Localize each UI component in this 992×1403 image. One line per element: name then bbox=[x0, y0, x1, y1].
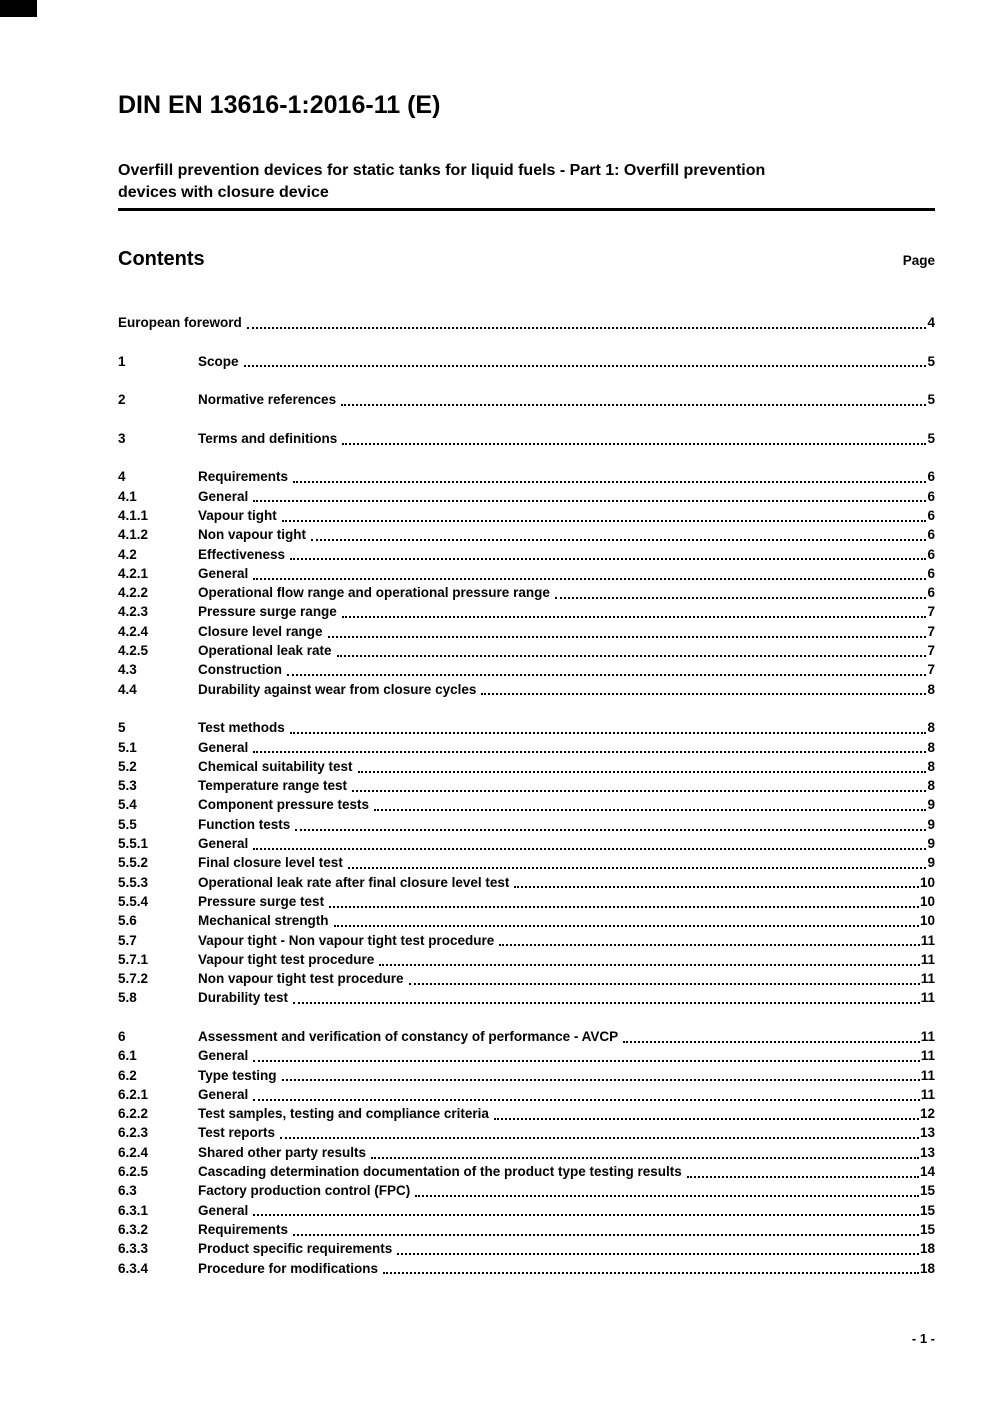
toc-group bbox=[118, 352, 935, 371]
toc-entry bbox=[118, 911, 935, 930]
toc-entry-number: 5.7.2 bbox=[118, 971, 149, 987]
dot-leader bbox=[352, 776, 926, 792]
toc-entry bbox=[118, 602, 935, 621]
toc-entry-title: Operational leak rate after final closure level test bbox=[198, 874, 510, 890]
toc-entry-page: 9 bbox=[927, 855, 935, 871]
toc-entry-title: Test samples, testing and compliance criteria bbox=[198, 1106, 489, 1122]
toc-entry-page: 5 bbox=[927, 392, 935, 408]
toc-entry-page: 4 bbox=[927, 315, 935, 330]
toc-entry-title: Product specific requirements bbox=[198, 1241, 393, 1257]
toc-entry-page: 11 bbox=[920, 1067, 935, 1083]
toc-entry bbox=[118, 467, 935, 486]
toc-entry-number: 5.6 bbox=[118, 913, 137, 929]
dot-leader bbox=[293, 988, 920, 1004]
toc-entry-number: 4.2.5 bbox=[118, 643, 149, 659]
dot-leader bbox=[623, 1027, 920, 1043]
document-title-line-2: devices with closure device bbox=[118, 183, 329, 201]
toc-entry-number: 6.2.2 bbox=[118, 1106, 149, 1122]
toc-entry-page: 6 bbox=[927, 565, 935, 581]
toc-entry bbox=[118, 776, 935, 795]
toc-entry-title: Mechanical strength bbox=[198, 913, 329, 929]
toc-entry-title: Requirements bbox=[198, 469, 289, 485]
toc-entry-page: 8 bbox=[927, 681, 935, 697]
dot-leader bbox=[247, 313, 927, 329]
toc-entry bbox=[118, 1143, 935, 1162]
toc-entry-title: Normative references bbox=[198, 392, 337, 408]
toc-group bbox=[118, 390, 935, 409]
toc-entry-number: 6.3.3 bbox=[118, 1241, 149, 1257]
document-title-line-1: Overfill prevention devices for static tanks for liquid fuels - Part 1: Overfill prevention bbox=[118, 162, 766, 179]
toc-entry-page: 6 bbox=[927, 488, 935, 504]
toc-group bbox=[118, 467, 935, 699]
dot-leader bbox=[342, 429, 926, 445]
toc-entry-page: 14 bbox=[919, 1164, 935, 1180]
dot-leader bbox=[253, 834, 926, 850]
toc-entry bbox=[118, 545, 935, 564]
toc-entry bbox=[118, 834, 935, 853]
toc-entry bbox=[118, 1066, 935, 1085]
toc-entry-page: 5 bbox=[927, 353, 935, 369]
toc-entry-number: 6.2.1 bbox=[118, 1086, 149, 1102]
toc-entry-page: 6 bbox=[927, 469, 935, 485]
toc-entry bbox=[118, 988, 935, 1007]
toc-entry bbox=[118, 1027, 935, 1046]
toc-entry bbox=[118, 815, 935, 834]
toc-entry-number: 5.7.1 bbox=[118, 951, 149, 967]
dot-leader bbox=[687, 1162, 919, 1178]
toc-entry bbox=[118, 564, 935, 583]
toc-entry-title: General bbox=[198, 1202, 249, 1218]
toc-entry-number: 4.1 bbox=[118, 488, 137, 504]
dot-leader bbox=[379, 950, 919, 966]
toc-entry bbox=[118, 1104, 935, 1123]
dot-leader bbox=[342, 602, 927, 618]
dot-leader bbox=[499, 931, 919, 947]
toc-entry-title: General bbox=[198, 488, 249, 504]
toc-entry-title: Temperature range test bbox=[198, 778, 348, 794]
toc-entry bbox=[118, 313, 935, 332]
toc-entry-page: 11 bbox=[920, 1086, 935, 1102]
toc-entry-number: 5.7 bbox=[118, 932, 137, 948]
toc-group bbox=[118, 429, 935, 448]
toc-entry bbox=[118, 1220, 935, 1239]
toc-entry-title: Assessment and verification of constancy of performance - AVCP bbox=[198, 1028, 619, 1044]
toc-entry-number: 1 bbox=[118, 353, 126, 369]
toc-entry bbox=[118, 429, 935, 448]
toc-group bbox=[118, 1027, 935, 1278]
dot-leader bbox=[371, 1143, 919, 1159]
dot-leader bbox=[253, 1201, 919, 1217]
toc-entry-title: Procedure for modifications bbox=[198, 1260, 379, 1276]
toc-entry bbox=[118, 641, 935, 660]
dot-leader bbox=[287, 660, 926, 676]
toc-entry-number: 4.2 bbox=[118, 546, 137, 562]
dot-leader bbox=[253, 564, 926, 580]
toc-entry-number: 6.2.5 bbox=[118, 1164, 149, 1180]
toc-entry-title: General bbox=[198, 739, 249, 755]
toc-entry-page: 11 bbox=[920, 1028, 935, 1044]
dot-leader bbox=[244, 352, 927, 368]
toc-entry-number: 5.3 bbox=[118, 778, 137, 794]
toc-entry-title: Operational flow range and operational pressure range bbox=[198, 585, 550, 601]
document-code: DIN EN 13616-1:2016-11 (E) bbox=[118, 91, 441, 119]
toc-entry-title: Pressure surge test bbox=[198, 893, 325, 909]
toc-entry-number: 6.3.1 bbox=[118, 1202, 149, 1218]
toc-entry bbox=[118, 931, 935, 950]
toc-entry-number: 6.3 bbox=[118, 1183, 137, 1199]
page-number: - 1 - bbox=[911, 1331, 935, 1346]
dot-leader bbox=[415, 1181, 919, 1197]
toc-entry-number: 6.3.2 bbox=[118, 1221, 149, 1237]
toc-entry-number: 6.1 bbox=[118, 1048, 137, 1064]
toc-entry bbox=[118, 1259, 935, 1278]
toc-entry-page: 9 bbox=[927, 816, 935, 832]
dot-leader bbox=[481, 680, 926, 696]
toc-entry-number: 4 bbox=[118, 469, 126, 485]
toc-entry-title: Scope bbox=[198, 353, 239, 369]
toc-entry bbox=[118, 660, 935, 679]
toc-entry-page: 9 bbox=[927, 797, 935, 813]
dot-leader bbox=[253, 1085, 919, 1101]
dot-leader bbox=[280, 1123, 919, 1139]
toc-entry-page: 5 bbox=[927, 430, 935, 446]
toc-entry-page: 10 bbox=[919, 874, 935, 890]
toc-entry bbox=[118, 525, 935, 544]
toc-entry-title: European foreword bbox=[118, 315, 242, 330]
toc-entry-page: 8 bbox=[927, 778, 935, 794]
toc-entry bbox=[118, 1201, 935, 1220]
toc-entry-page: 15 bbox=[919, 1183, 935, 1199]
page-footer bbox=[912, 1331, 935, 1346]
toc-entry-number: 4.2.4 bbox=[118, 623, 149, 639]
contents-heading: Contents bbox=[118, 248, 205, 270]
dot-leader bbox=[555, 583, 927, 599]
toc-entry-title: Vapour tight - Non vapour tight test procedure bbox=[198, 932, 495, 948]
toc-entry-title: Durability test bbox=[198, 990, 289, 1006]
toc-entry bbox=[118, 506, 935, 525]
dot-leader bbox=[409, 969, 920, 985]
toc-entry-number: 4.3 bbox=[118, 662, 137, 678]
dot-leader bbox=[329, 892, 919, 908]
toc-entry bbox=[118, 1046, 935, 1065]
toc-group bbox=[118, 718, 935, 1007]
toc-entry-page: 7 bbox=[927, 662, 935, 678]
toc-entry-title: Effectiveness bbox=[198, 546, 286, 562]
toc-entry-title: Closure level range bbox=[198, 623, 323, 639]
toc-entry bbox=[118, 1123, 935, 1142]
dot-leader bbox=[328, 622, 927, 638]
toc-entry-page: 11 bbox=[920, 1048, 935, 1064]
toc-entry bbox=[118, 950, 935, 969]
toc-entry-page: 18 bbox=[919, 1241, 935, 1257]
toc-entry-title: General bbox=[198, 836, 249, 852]
toc-entry-page: 7 bbox=[927, 623, 935, 639]
dot-leader bbox=[374, 795, 926, 811]
toc-entry bbox=[118, 1239, 935, 1258]
dot-leader bbox=[253, 487, 926, 503]
toc-entry-title: Terms and definitions bbox=[198, 430, 338, 446]
toc-entry-page: 7 bbox=[927, 643, 935, 659]
toc-entry-page: 10 bbox=[919, 893, 935, 909]
toc-entry-number: 6.2.3 bbox=[118, 1125, 149, 1141]
toc-entry-title: Shared other party results bbox=[198, 1144, 367, 1160]
toc-entry-page: 6 bbox=[927, 507, 935, 523]
toc-entry-title: Vapour tight test procedure bbox=[198, 951, 375, 967]
toc-entry-page: 11 bbox=[920, 990, 935, 1006]
toc-entry-number: 5.5.2 bbox=[118, 855, 149, 871]
toc-entry-title: Chemical suitability test bbox=[198, 758, 353, 774]
toc-entry-page: 7 bbox=[927, 604, 935, 620]
scan-corner-mark bbox=[0, 0, 37, 17]
toc-entry bbox=[118, 892, 935, 911]
page-content bbox=[118, 0, 935, 1403]
toc-entry-number: 3 bbox=[118, 430, 126, 446]
toc-entry bbox=[118, 1085, 935, 1104]
toc-entry-number: 6.2 bbox=[118, 1067, 137, 1083]
toc-entry bbox=[118, 583, 935, 602]
toc-entry-title: Type testing bbox=[198, 1067, 277, 1083]
toc-entry-title: Test reports bbox=[198, 1125, 276, 1141]
dot-leader bbox=[311, 525, 926, 541]
toc-entry-number: 5.5.4 bbox=[118, 893, 149, 909]
toc-entry-title: Test methods bbox=[198, 720, 285, 736]
toc-entry-number: 4.1.1 bbox=[118, 507, 149, 523]
toc-entry-number: 6.2.4 bbox=[118, 1144, 149, 1160]
toc-entry-number: 5 bbox=[118, 720, 126, 736]
dot-leader bbox=[282, 1066, 920, 1082]
toc-entry-title: Component pressure tests bbox=[198, 797, 370, 813]
dot-leader bbox=[290, 718, 927, 734]
toc-entry-page: 11 bbox=[920, 951, 935, 967]
toc-entry bbox=[118, 487, 935, 506]
dot-leader bbox=[295, 815, 926, 831]
table-of-contents bbox=[118, 313, 935, 1278]
toc-entry-number: 5.5.1 bbox=[118, 836, 149, 852]
page-column-label: Page bbox=[902, 253, 935, 268]
toc-entry-title: Function tests bbox=[198, 816, 291, 832]
dot-leader bbox=[337, 641, 927, 657]
toc-entry bbox=[118, 738, 935, 757]
toc-entry-number: 5.2 bbox=[118, 758, 137, 774]
toc-entry-title: Pressure surge range bbox=[198, 604, 337, 620]
toc-entry bbox=[118, 873, 935, 892]
toc-entry-page: 11 bbox=[920, 932, 935, 948]
toc-entry-number: 5.5 bbox=[118, 816, 137, 832]
toc-entry bbox=[118, 352, 935, 371]
toc-entry-number: 5.5.3 bbox=[118, 874, 149, 890]
toc-entry bbox=[118, 1181, 935, 1200]
toc-entry-title: General bbox=[198, 1048, 249, 1064]
dot-leader bbox=[397, 1239, 919, 1255]
toc-entry-title: Vapour tight bbox=[198, 507, 277, 523]
dot-leader bbox=[253, 1046, 919, 1062]
toc-entry-number: 5.8 bbox=[118, 990, 137, 1006]
toc-entry-page: 10 bbox=[919, 913, 935, 929]
toc-entry-number: 4.2.1 bbox=[118, 565, 149, 581]
dot-leader bbox=[253, 738, 926, 754]
dot-leader bbox=[494, 1104, 919, 1120]
toc-entry-number: 6 bbox=[118, 1028, 126, 1044]
toc-entry bbox=[118, 969, 935, 988]
toc-entry-page: 11 bbox=[920, 971, 935, 987]
contents-header-row bbox=[118, 248, 935, 271]
toc-entry-title: Non vapour tight test procedure bbox=[198, 971, 404, 987]
toc-entry bbox=[118, 1162, 935, 1181]
dot-leader bbox=[383, 1259, 919, 1275]
toc-entry-number: 4.2.2 bbox=[118, 585, 149, 601]
toc-entry-page: 6 bbox=[927, 585, 935, 601]
toc-entry-title: Factory production control (FPC) bbox=[198, 1183, 411, 1199]
toc-entry-page: 13 bbox=[919, 1144, 935, 1160]
toc-entry-title: Durability against wear from closure cycles bbox=[198, 681, 477, 697]
toc-entry-title: Operational leak rate bbox=[198, 643, 332, 659]
toc-entry-page: 8 bbox=[927, 720, 935, 736]
toc-entry-number: 6.3.4 bbox=[118, 1260, 149, 1276]
toc-entry-number: 4.1.2 bbox=[118, 527, 149, 543]
toc-entry-page: 15 bbox=[919, 1202, 935, 1218]
dot-leader bbox=[290, 545, 926, 561]
toc-entry-title: Requirements bbox=[198, 1221, 289, 1237]
toc-entry-number: 4.2.3 bbox=[118, 604, 149, 620]
dot-leader bbox=[293, 467, 926, 483]
toc-group bbox=[118, 313, 935, 332]
toc-entry-page: 6 bbox=[927, 527, 935, 543]
toc-entry bbox=[118, 718, 935, 737]
toc-entry-number: 4.4 bbox=[118, 681, 137, 697]
dot-leader bbox=[341, 390, 926, 406]
document-title bbox=[118, 160, 935, 211]
toc-entry-page: 18 bbox=[919, 1260, 935, 1276]
toc-entry bbox=[118, 795, 935, 814]
dot-leader bbox=[358, 757, 927, 773]
toc-entry bbox=[118, 853, 935, 872]
toc-entry bbox=[118, 622, 935, 641]
toc-entry-number: 2 bbox=[118, 392, 126, 408]
toc-entry-number: 5.1 bbox=[118, 739, 137, 755]
toc-entry-title: Construction bbox=[198, 662, 282, 678]
toc-entry-title: General bbox=[198, 1086, 249, 1102]
dot-leader bbox=[293, 1220, 919, 1236]
toc-entry-page: 9 bbox=[927, 836, 935, 852]
toc-entry-page: 8 bbox=[927, 739, 935, 755]
toc-entry-number: 5.4 bbox=[118, 797, 137, 813]
dot-leader bbox=[282, 506, 927, 522]
toc-entry-page: 8 bbox=[927, 758, 935, 774]
toc-entry-title: Non vapour tight bbox=[198, 527, 306, 543]
dot-leader bbox=[334, 911, 919, 927]
toc-entry-page: 6 bbox=[927, 546, 935, 562]
toc-entry-title: Cascading determination documentation of the product type testing results bbox=[198, 1164, 682, 1180]
toc-entry-title: Final closure level test bbox=[198, 855, 343, 871]
dot-leader bbox=[514, 873, 919, 889]
toc-entry bbox=[118, 757, 935, 776]
toc-entry-page: 12 bbox=[919, 1106, 935, 1122]
toc-entry-page: 13 bbox=[919, 1125, 935, 1141]
dot-leader bbox=[348, 853, 927, 869]
toc-entry-page: 15 bbox=[919, 1221, 935, 1237]
toc-entry-title: General bbox=[198, 565, 249, 581]
toc-entry bbox=[118, 390, 935, 409]
toc-entry bbox=[118, 680, 935, 699]
